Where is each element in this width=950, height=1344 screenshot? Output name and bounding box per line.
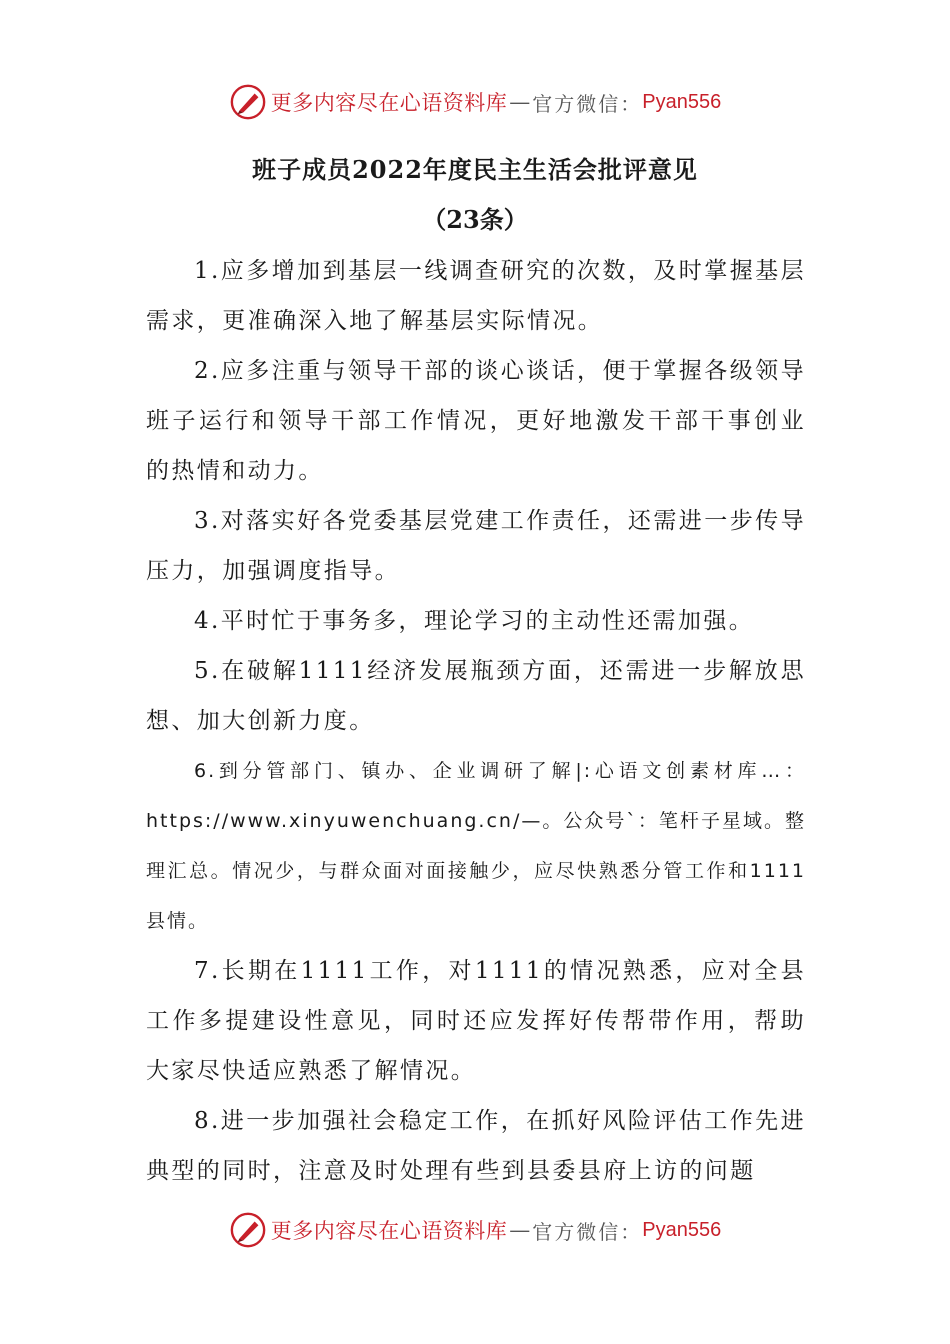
watermark-text: 更多内容尽在心语资料库: [270, 91, 508, 115]
pen-logo-icon: [229, 1211, 267, 1249]
watermark-wechat-id: Pyan556: [642, 1218, 722, 1241]
item-8: 8.进一步加强社会稳定工作，在抓好风险评估工作先进典型的同时，注意及时处理有些到县委县府上访的问题: [146, 1108, 806, 1184]
document-title: 班子成员2022年度民主生活会批评意见: [252, 155, 698, 184]
document-body: [146, 246, 806, 1196]
footer-watermark: [0, 1208, 950, 1252]
watermark-text: 更多内容尽在心语资料库: [270, 1219, 508, 1243]
item-4: 4.平时忙于事务多，理论学习的主动性还需加强。: [194, 608, 755, 634]
item-5: 5.在破解1111经济发展瓶颈方面，还需进一步解放思想、加大创新力度。: [146, 658, 806, 734]
watermark-dash: —: [509, 90, 531, 114]
document-subtitle: （23条）: [422, 205, 528, 234]
pen-logo-icon: [229, 83, 267, 121]
watermark-sub: 官方微信：: [532, 1219, 643, 1244]
watermark-sub: 官方微信：: [532, 91, 643, 116]
watermark-wechat-id: Pyan556: [642, 90, 722, 113]
item-3: 3.对落实好各党委基层党建工作责任，还需进一步传导压力，加强调度指导。: [146, 508, 806, 584]
item-1: 1.应多增加到基层一线调查研究的次数，及时掌握基层需求，更准确深入地了解基层实际情况。: [146, 258, 806, 334]
item-7: 7.长期在1111工作，对1111的情况熟悉，应对全县工作多提建设性意见，同时还应发挥好传帮带作用，帮助大家尽快适应熟悉了解情况。: [146, 958, 806, 1084]
item-2: 2.应多注重与领导干部的谈心谈话，便于掌握各级领导班子运行和领导干部工作情况，更好地激发干部干事创业的热情和动力。: [146, 358, 806, 484]
item-6: 6.到分管部门、镇办、企业调研了解|:心语文创素材库…：https://www.xinyuwenchuang.cn/—。公众号`：笔杆子星域。整理汇总。情况少，与群众面对面接触少，应尽快熟悉分管工作和1111县情。: [146, 760, 806, 932]
header-watermark: [0, 80, 950, 124]
watermark-dash: —: [509, 1218, 531, 1242]
